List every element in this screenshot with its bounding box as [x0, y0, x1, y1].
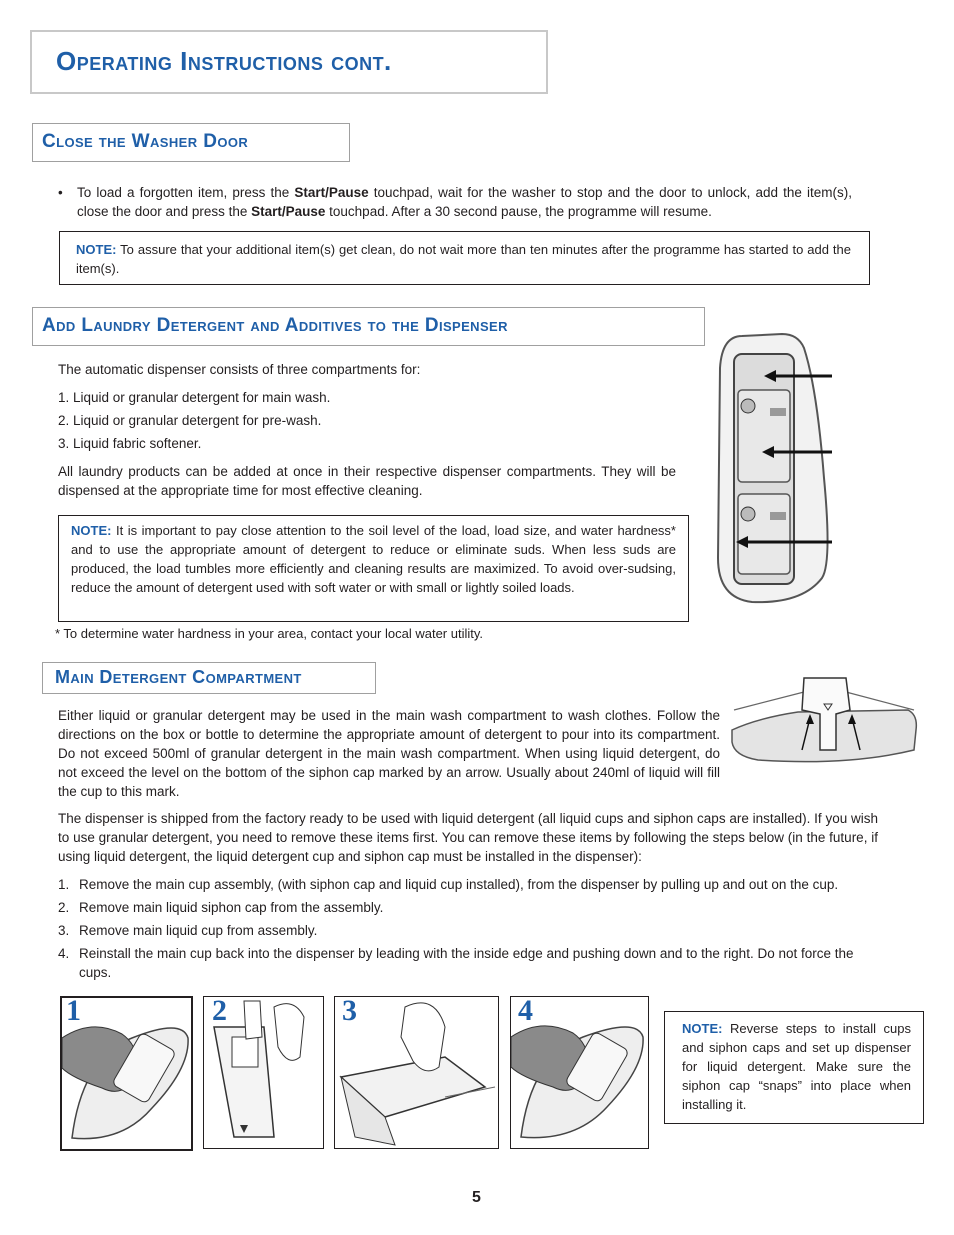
list-item — [58, 921, 878, 940]
step-number-badge-3: 3 — [342, 994, 357, 1027]
step-text: Reinstall the main cup back into the dispenser by leading with the inside edge and pushing down and to the right. Do not force the cups. — [79, 946, 854, 980]
step-number: 4. — [58, 946, 70, 961]
bullet-bold: Start/Pause — [294, 185, 369, 200]
step-text: Remove main liquid cup from assembly. — [79, 923, 318, 938]
step-number-badge-2: 2 — [212, 994, 227, 1027]
intro-text: The automatic dispenser consists of three compartments for: — [58, 362, 421, 377]
note-text-3 — [682, 1019, 911, 1114]
compartment-item: 3. Liquid fabric softener. — [58, 436, 202, 451]
page-title: Operating Instructions cont. — [56, 46, 392, 76]
note-body: To assure that your additional item(s) get clean, do not wait more than ten minutes after the programme has started to add the item(s). — [76, 242, 851, 276]
list-item — [58, 898, 878, 917]
step-number-badge-1: 1 — [66, 994, 81, 1027]
step-text: Remove the main cup assembly, (with siphon cap and liquid cup installed), from the dispenser by pulling up and out on the cup. — [79, 877, 839, 892]
list-item — [58, 944, 878, 982]
note-text-1 — [76, 240, 851, 278]
main-compartment-paragraph: Either liquid or granular detergent may be used in the main wash compartment to wash clothes. Follow the directions on the box or bottle to determine the appropriate amount of detergent to pour into its compartment. Do not exceed 500ml of granular detergent in the main wash compartment. When using liquid detergent, do not exceed the level on the bottom of the siphon cap marked by an arrow. Usually about 240ml of liquid will fill the cup to this mark. — [58, 708, 720, 799]
note-body: It is important to pay close attention to the soil level of the load, load size, and water hardness* and to use the appropriate amount of detergent to reduce or eliminate suds. When less suds are produced, the load tumbles more efficiently and cleaning results are maximized. To avoid over-sudsing, reduce the amount of detergent used with soft water or with small or lightly soiled loads. — [71, 523, 676, 595]
note-body: Reverse steps to install cups and siphon caps and set up dispenser for liquid detergent. Make sure the siphon cap “snaps” into place when installing it. — [682, 1021, 911, 1112]
removal-steps — [58, 875, 878, 982]
note-label: NOTE: — [71, 523, 112, 538]
section-heading-main-compartment: Main Detergent Compartment — [55, 667, 302, 687]
bullet-part: touchpad. After a 30 second pause, the programme will resume. — [325, 204, 712, 219]
liquid-cup-removal-icon — [335, 997, 498, 1148]
step-number-badge-4: 4 — [518, 994, 533, 1027]
bullet-bold: Start/Pause — [251, 204, 326, 219]
step-number: 3. — [58, 923, 70, 938]
bullet-text — [58, 183, 852, 221]
compartment-item: 1. Liquid or granular detergent for main wash. — [58, 390, 331, 405]
footnote: * To determine water hardness in your area, contact your local water utility. — [55, 626, 484, 641]
shipping-paragraph: The dispenser is shipped from the factory ready to be used with liquid detergent (all liquid cups and siphon caps are installed). If you wish to use granular detergent, you need to remove these items first. You can remove these items by following the steps below (in the future, if using liquid detergent, the liquid detergent cup and siphon cap must be installed in the dispenser): — [58, 811, 878, 864]
compartment-item: 2. Liquid or granular detergent for pre-wash. — [58, 413, 322, 428]
step-number: 1. — [58, 877, 70, 892]
section-heading-detergent: Add Laundry Detergent and Additives to the Dispenser — [42, 315, 508, 336]
dispenser-illustration — [712, 328, 838, 608]
note-text-2 — [71, 521, 676, 597]
note-label: NOTE: — [682, 1021, 723, 1036]
bullet-icon: • — [58, 185, 63, 200]
siphon-cap-illustration — [728, 670, 918, 770]
bullet-part: touchpad, wait for the washer to stop and the door to unlock, add the item(s), close the door and press the — [77, 185, 852, 219]
section-heading-close-door: Close the Washer Door — [42, 131, 249, 152]
step-number: 2. — [58, 900, 70, 915]
step-figure-3 — [334, 996, 499, 1149]
step-text: Remove main liquid siphon cap from the assembly. — [79, 900, 384, 915]
dispense-paragraph: All laundry products can be added at once in their respective dispenser compartments. They will be dispensed at the appropriate time for most effective cleaning. — [58, 464, 676, 498]
page-number: 5 — [472, 1189, 481, 1206]
bullet-part: To load a forgotten item, press the — [77, 185, 295, 200]
hand-removing-cup-icon — [62, 998, 191, 1149]
list-item — [58, 875, 878, 894]
note-label: NOTE: — [76, 242, 117, 257]
